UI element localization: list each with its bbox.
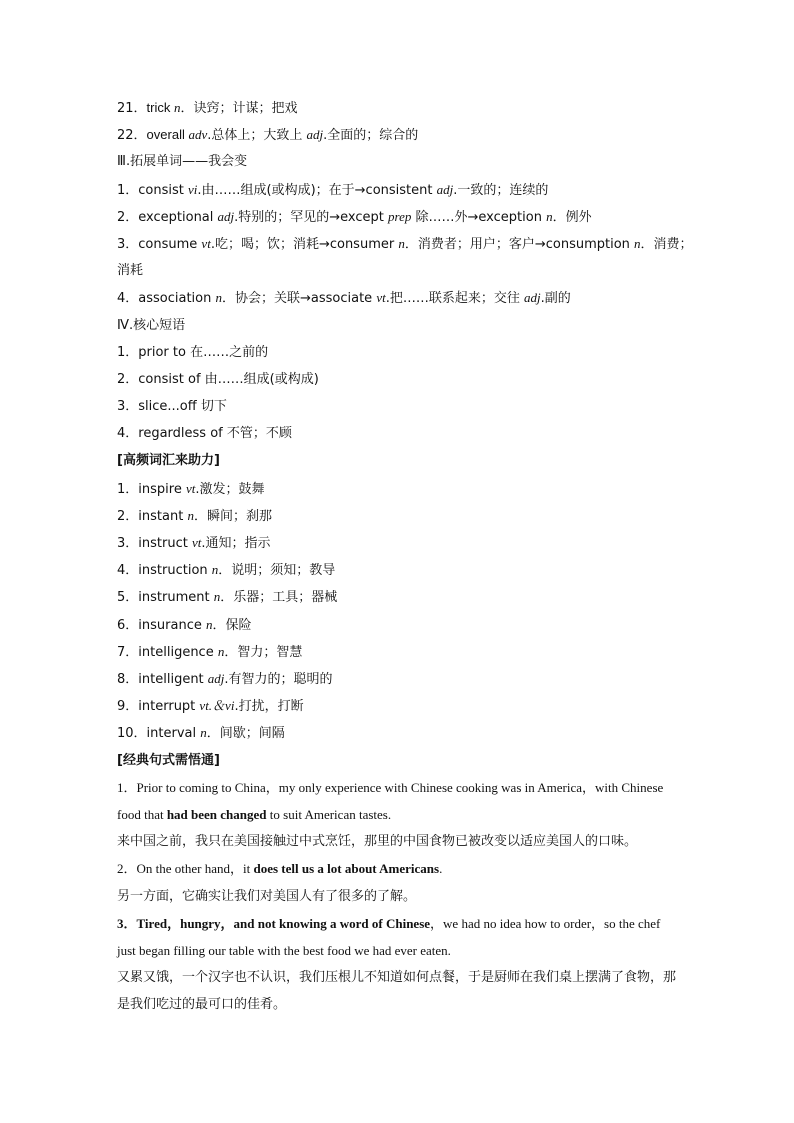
- item-pos: n: [213, 589, 221, 605]
- vocab-word: overall: [146, 127, 189, 143]
- classic-sentence-3: [117, 910, 679, 964]
- expand-text: .由……组成(或构成)；在于→consistent: [197, 182, 437, 198]
- item-num: 9．: [117, 699, 139, 715]
- vocab-meaning: .总体上；大致上: [207, 128, 307, 144]
- item-meaning: .打扰，打断: [234, 699, 304, 715]
- sentence-text: 2．On the other hand，it: [117, 861, 254, 877]
- document-content: [117, 94, 693, 1019]
- expand-pos: adj: [217, 208, 235, 224]
- item-pos: n: [200, 725, 207, 741]
- vocab-pos: n: [174, 100, 181, 115]
- vocab-meaning: ．诀窍；计谋；把戏: [180, 101, 298, 116]
- item-meaning: .激发；鼓舞: [195, 481, 265, 497]
- item-word: instant: [138, 508, 188, 524]
- expand-text: 4．association: [117, 291, 216, 307]
- expand-text: .一致的；连续的: [453, 182, 549, 198]
- item-word: intelligent: [138, 671, 208, 687]
- item-num: 5．: [117, 590, 139, 606]
- item-pos: vt.＆vi: [199, 698, 235, 714]
- phrase-item: 1．prior to 在……之前的: [117, 344, 269, 360]
- item-meaning: .有智力的；聪明的: [224, 671, 333, 687]
- expand-pos: adj: [436, 181, 454, 197]
- sentence-text: ，we had no idea how to order，so the chef just began filling our table with the best food we had ever eaten.: [117, 915, 661, 958]
- expand-pos: vt: [201, 235, 211, 251]
- high-freq-item-9: [117, 692, 679, 719]
- expand-text: .把……联系起来；交往: [385, 291, 524, 307]
- item-meaning: .通知；指示: [201, 536, 271, 551]
- sentence-highlight: does tell us a lot about Americans: [253, 861, 440, 877]
- sentence-text: .: [439, 861, 443, 877]
- item-pos: vt: [191, 535, 202, 550]
- section-3-title: Ⅲ.拓展单词——我会变: [117, 154, 248, 170]
- high-freq-item-5: [117, 583, 679, 610]
- item-meaning: ．智力；智慧: [224, 644, 303, 660]
- item-num: 2．: [117, 508, 139, 524]
- expand-text: ．消费者；用户；客户→consumption: [404, 236, 635, 252]
- vocab-item-22: [117, 121, 679, 148]
- item-num: 10．: [117, 726, 147, 742]
- item-meaning: ．乐器；工具；器械: [220, 590, 338, 606]
- item-word: interval: [146, 726, 201, 742]
- item-meaning: ．保险: [212, 617, 252, 633]
- item-num: 3．: [117, 536, 139, 551]
- expand-text: ．消费；: [640, 236, 693, 252]
- item-num: 7．: [117, 644, 139, 660]
- item-num: 8．: [117, 671, 139, 687]
- vocab-word: trick: [146, 100, 174, 115]
- item-word: instrument: [138, 590, 214, 606]
- vocab-num: 21．: [117, 101, 147, 116]
- item-word: instruct: [138, 536, 192, 551]
- high-freq-item-8: [117, 665, 679, 692]
- sentence-text: to suit American tastes.: [266, 806, 392, 822]
- expand-text: ．协会；关联→associate: [222, 291, 377, 307]
- expand-pos: n: [546, 208, 553, 224]
- phrase-item: 3．slice...off 切下: [117, 399, 227, 415]
- classic-sentences-title: [经典句式需悟通]: [117, 752, 220, 768]
- section-4-title: Ⅳ.核心短语: [117, 317, 186, 333]
- classic-sentence-1: [117, 774, 679, 828]
- phrase-item: 4．regardless of 不管；不顾: [117, 426, 292, 442]
- item-pos: adj: [207, 670, 225, 686]
- vocab-meaning-2: .全面的；综合的: [323, 128, 419, 144]
- expand-text: .特别的；罕见的→except: [234, 209, 389, 225]
- high-frequency-title: [高频词汇来助力]: [117, 453, 220, 469]
- expand-text: .副的: [540, 291, 571, 307]
- vocab-pos-2: adj: [306, 127, 324, 143]
- vocab-num: 22．: [117, 128, 147, 144]
- item-word: interrupt: [138, 699, 200, 715]
- expand-item-3: [117, 230, 693, 257]
- expand-pos: n: [398, 235, 405, 251]
- item-meaning: ．间歇；间隔: [206, 726, 285, 742]
- expand-pos: vt: [376, 290, 386, 306]
- high-freq-item-4: [117, 556, 679, 583]
- sentence-text: 1．Prior to coming to China，my only experience with Chinese cooking was in America，with Chinese food that: [117, 779, 664, 822]
- item-pos: vt: [185, 480, 196, 496]
- expand-item-3-continued: 消耗: [117, 263, 144, 279]
- expand-text: .吃；喝；饮；消耗→consumer: [210, 236, 399, 252]
- item-word: insurance: [138, 617, 206, 633]
- item-pos: n: [187, 507, 194, 523]
- high-freq-item-2: [117, 502, 679, 529]
- expand-pos: adj: [523, 290, 541, 306]
- phrase-item: 2．consist of 由……组成(或构成): [117, 371, 319, 387]
- item-word: instruction: [138, 563, 212, 579]
- high-freq-item-3: [117, 529, 679, 556]
- classic-sentence-2: [117, 855, 679, 882]
- item-meaning: ．说明；须知；教导: [218, 563, 336, 579]
- vocab-pos: adv: [188, 127, 208, 143]
- high-freq-item-6: [117, 611, 679, 638]
- sentence-highlight: had been changed: [166, 806, 267, 822]
- vocab-item-21: [117, 94, 679, 121]
- expand-text: 1．consist: [117, 182, 188, 198]
- expand-text: 3．consume: [117, 236, 202, 252]
- expand-text: 2．exceptional: [117, 209, 218, 225]
- item-pos: n: [217, 643, 225, 659]
- sentence-highlight: 3．Tired，hungry，and not knowing a word of Chinese: [117, 915, 431, 931]
- expand-item-1: [117, 176, 679, 203]
- high-freq-item-1: [117, 475, 679, 502]
- item-pos: n: [211, 562, 219, 578]
- item-num: 1．: [117, 481, 139, 497]
- high-freq-item-10: [117, 719, 679, 746]
- classic-sentence-2-translation: 另一方面，它确实让我们对美国人有了很多的了解。: [117, 888, 417, 904]
- expand-pos: n: [215, 290, 222, 306]
- high-freq-item-7: [117, 638, 679, 665]
- expand-item-4: [117, 284, 679, 311]
- item-num: 4．: [117, 563, 139, 579]
- expand-text: 除……外→exception: [411, 209, 547, 225]
- expand-pos: vi: [188, 181, 198, 197]
- item-num: 6．: [117, 617, 139, 633]
- expand-pos: n: [634, 235, 641, 251]
- expand-pos: prep: [388, 208, 412, 224]
- item-word: inspire: [138, 481, 186, 497]
- item-meaning: ．瞬间；刹那: [193, 508, 272, 524]
- item-word: intelligence: [138, 644, 218, 660]
- expand-text: ．例外: [552, 209, 592, 225]
- classic-sentence-1-translation: 来中国之前，我只在美国接触过中式烹饪，那里的中国食物已被改变以适应美国人的口味。: [117, 834, 638, 850]
- expand-item-2: [117, 203, 679, 230]
- item-pos: n: [205, 616, 213, 632]
- classic-sentence-3-translation: 又累又饿，一个汉字也不认识，我们压根儿不知道如何点餐，于是厨师在我们桌上摆满了食物，那是我们吃过的最可口的佳肴。: [117, 970, 677, 1013]
